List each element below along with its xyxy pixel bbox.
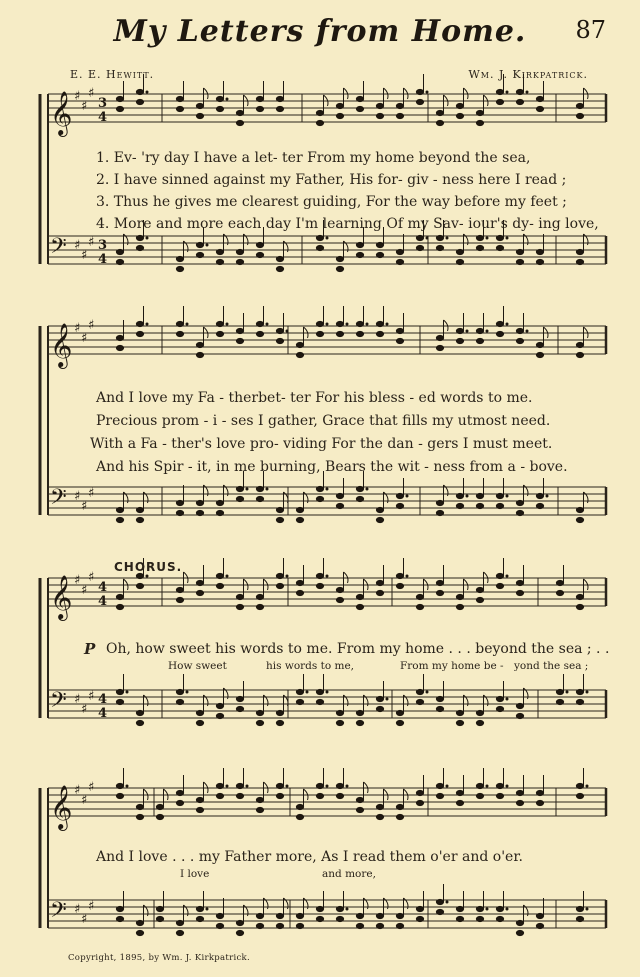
svg-text:4: 4	[98, 594, 108, 609]
svg-text:♯: ♯	[74, 902, 81, 917]
svg-text:3: 3	[98, 96, 108, 111]
svg-text:♯: ♯	[88, 899, 95, 914]
svg-text:4: 4	[98, 252, 108, 267]
verse-4-line-2: And his Spir - it, in me burning, Bears the wit - ness from a - bove.	[96, 459, 568, 475]
verse-3-line-2: With a Fa - ther's love pro- viding For the dan - gers I must meet.	[90, 436, 553, 452]
svg-text:♯: ♯	[81, 912, 88, 927]
svg-text:♯: ♯	[74, 489, 81, 504]
verse-4-line-1: 4. More and more each day I'm learning Of my Sav- iour's dy- ing love,	[96, 216, 599, 232]
svg-text:♯: ♯	[88, 86, 95, 101]
svg-text:♯: ♯	[74, 692, 81, 707]
chorus-bass-lyric-6: and more,	[322, 868, 376, 880]
svg-text:3: 3	[98, 238, 108, 253]
verse-3-line-1: 3. Thus he gives me clearest guiding, For the way before my feet ;	[96, 194, 567, 210]
svg-text:♯: ♯	[88, 318, 95, 333]
svg-text:𝄢: 𝄢	[50, 688, 67, 718]
svg-text:♯: ♯	[81, 583, 88, 598]
svg-text:𝄞: 𝄞	[50, 91, 73, 135]
svg-text:♯: ♯	[74, 783, 81, 798]
svg-text:♯: ♯	[88, 689, 95, 704]
svg-text:𝄢: 𝄢	[50, 234, 67, 264]
svg-text:♯: ♯	[81, 702, 88, 717]
svg-text:♯: ♯	[74, 573, 81, 588]
chorus-bass-lyric-5: I love	[180, 868, 210, 880]
svg-text:♯: ♯	[88, 570, 95, 585]
copyright-notice: Copyright, 1895, by Wm. J. Kirkpatrick.	[68, 953, 251, 963]
svg-text:♯: ♯	[81, 99, 88, 114]
dynamic-marking: P	[84, 640, 96, 658]
svg-text:♯: ♯	[81, 793, 88, 808]
svg-text:4: 4	[98, 580, 108, 595]
verse-1-line-2: And I love my Fa - therbet- ter For his bless - ed words to me.	[96, 390, 533, 406]
svg-text:♯: ♯	[74, 238, 81, 253]
svg-text:♯: ♯	[81, 331, 88, 346]
verse-1-line-1: 1. Ev- 'ry day I have a let- ter From my home beyond the sea,	[96, 150, 531, 166]
svg-text:♯: ♯	[88, 235, 95, 250]
svg-text:♯: ♯	[88, 780, 95, 795]
svg-text:♯: ♯	[81, 248, 88, 263]
verse-2-line-1: 2. I have sinned against my Father, His for- giv - ness here I read ;	[96, 172, 567, 188]
verse-2-line-2: Precious prom - i - ses I gather, Grace that fills my utmost need.	[96, 413, 551, 429]
svg-text:♯: ♯	[74, 89, 81, 104]
chorus-line-2: And I love . . . my Father more, As I read them o'er and o'er.	[96, 849, 523, 865]
svg-text:𝄞: 𝄞	[50, 575, 73, 619]
chorus-line-1: Oh, how sweet his words to me. From my home . . . beyond the sea ; . .	[106, 641, 610, 657]
lyricist-credit: E. E. Hewitt.	[70, 68, 155, 81]
hymn-title: My Letters from Home.	[113, 14, 527, 49]
svg-text:♯: ♯	[74, 321, 81, 336]
svg-text:4: 4	[98, 706, 108, 721]
svg-text:𝄢: 𝄢	[50, 485, 67, 515]
page-number: 87	[575, 16, 606, 44]
composer-credit: Wm. J. Kirkpatrick.	[468, 68, 588, 81]
chorus-bass-lyric-4: yond the sea ;	[514, 660, 589, 672]
svg-text:♯: ♯	[81, 499, 88, 514]
chorus-bass-lyric-1: How sweet	[168, 660, 227, 672]
chorus-label: CHORUS.	[114, 560, 183, 574]
chorus-bass-lyric-2: his words to me,	[266, 660, 355, 672]
svg-text:♯: ♯	[88, 486, 95, 501]
svg-text:4: 4	[98, 110, 108, 125]
svg-text:𝄞: 𝄞	[50, 785, 73, 829]
svg-text:𝄢: 𝄢	[50, 898, 67, 928]
svg-text:4: 4	[98, 692, 108, 707]
svg-text:𝄞: 𝄞	[50, 323, 73, 367]
chorus-bass-lyric-3: From my home be -	[400, 660, 504, 672]
